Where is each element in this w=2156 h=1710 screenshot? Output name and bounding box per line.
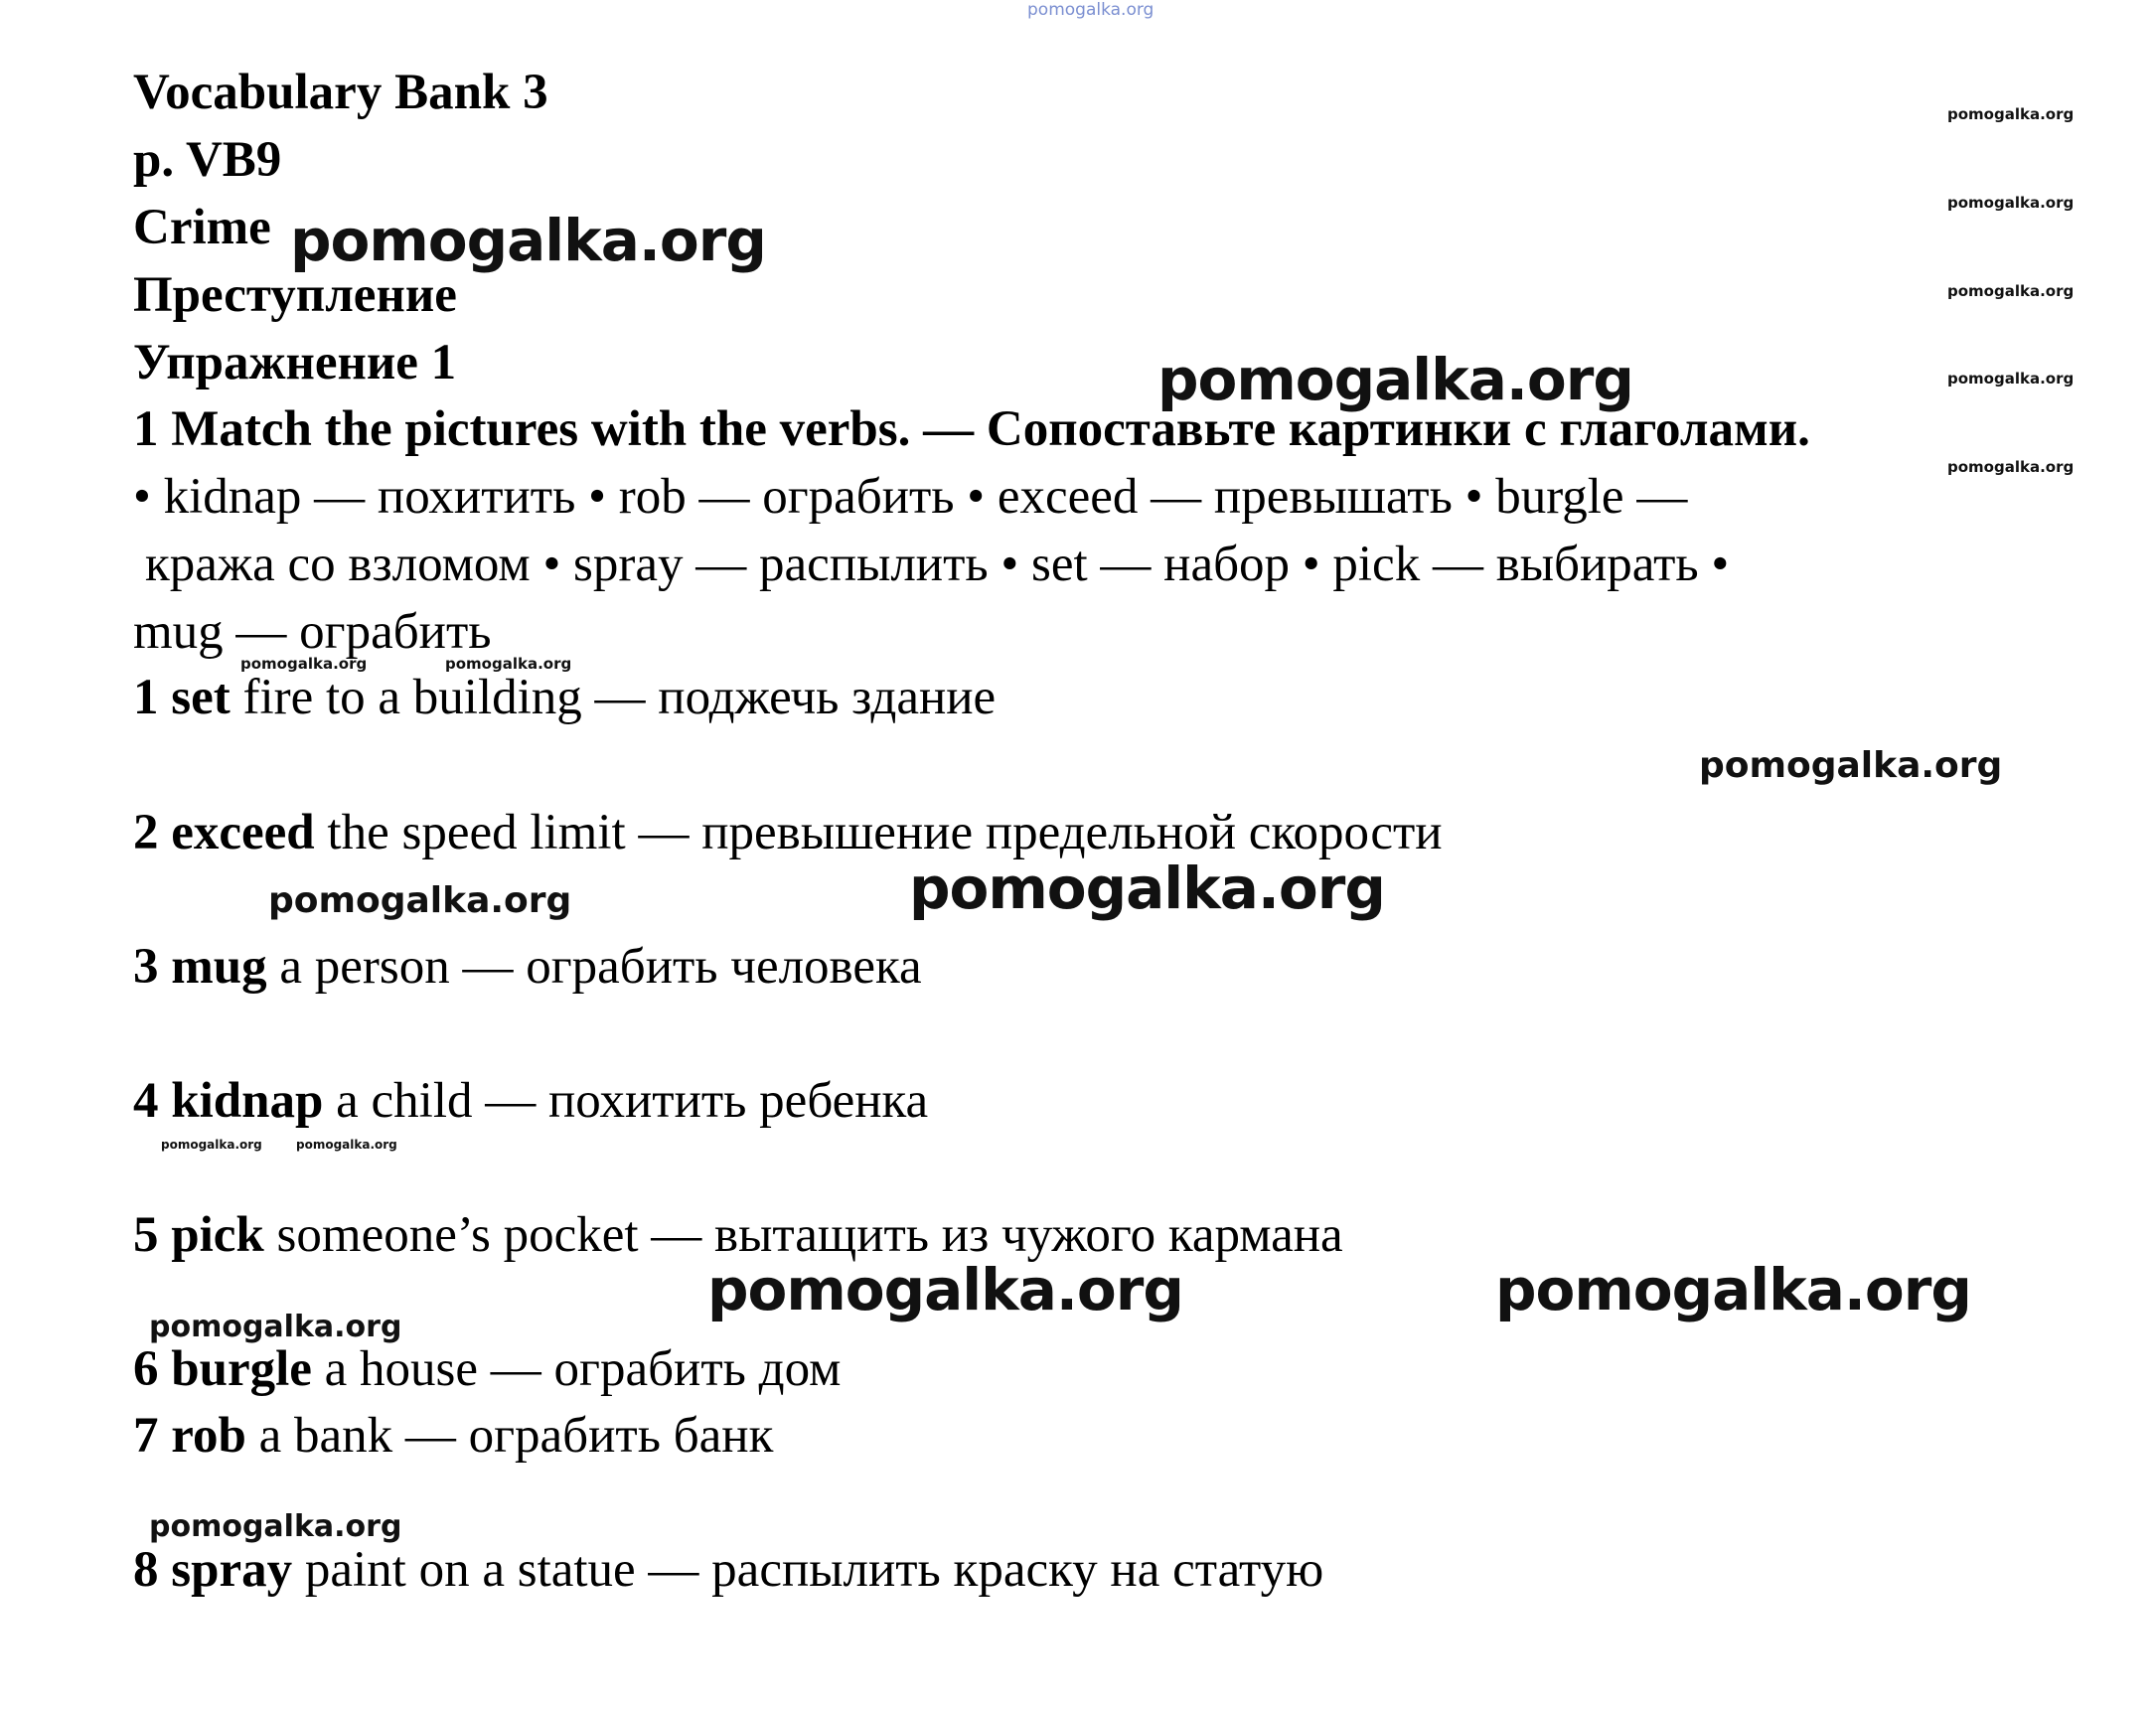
answer-verb: set [171, 670, 231, 725]
answer-phrase: a house — ограбить дом [324, 1341, 842, 1397]
answer-item [133, 1339, 841, 1399]
answer-number: 4 [133, 1073, 159, 1129]
answer-number: 7 [133, 1408, 159, 1464]
watermark: pomogalka.org [1699, 745, 2003, 786]
watermark: pomogalka.org [1947, 282, 2075, 300]
answer-verb: mug [171, 939, 267, 995]
watermark: pomogalka.org [296, 1138, 397, 1152]
word-list-line-3: mug — ограбить [133, 604, 492, 660]
answer-number: 2 [133, 805, 159, 860]
answer-item [133, 1071, 928, 1131]
answer-verb: spray [171, 1542, 293, 1598]
watermark: pomogalka.org [161, 1138, 262, 1152]
answer-phrase: the speed limit — превышение предельной скорости [327, 805, 1443, 860]
watermark: pomogalka.org [445, 655, 572, 673]
exercise-heading: Упражнение 1 [133, 335, 457, 390]
answer-phrase: a bank — ограбить банк [258, 1408, 774, 1464]
word-list-line-2: кража со взломом • spray — распылить • set — набор • pick — выбирать • [145, 537, 1730, 592]
topic-russian: Преступление [133, 267, 457, 323]
watermark: pomogalka.org [1947, 105, 2075, 123]
answer-verb: pick [171, 1207, 264, 1263]
answer-number: 6 [133, 1341, 159, 1397]
watermark: pomogalka.org [1947, 194, 2075, 212]
answer-number: 1 [133, 670, 159, 725]
answer-item [133, 1540, 1323, 1600]
watermark: pomogalka.org [290, 207, 766, 274]
answer-verb: rob [171, 1408, 246, 1464]
watermark: pomogalka.org [707, 1256, 1183, 1323]
watermark: pomogalka.org [240, 655, 368, 673]
answer-item [133, 803, 1443, 862]
watermark: pomogalka.org [1947, 458, 2075, 476]
answer-phrase: a child — похитить ребенка [336, 1073, 929, 1129]
watermark: pomogalka.org [268, 880, 572, 921]
watermark: pomogalka.org [909, 855, 1385, 922]
answer-phrase: fire to a building — поджечь здание [242, 670, 997, 725]
word-list-line-1: • kidnap — похитить • rob — ограбить • exceed — превышать • burgle — [133, 469, 1688, 525]
answer-phrase: paint on a statue — распылить краску на статую [304, 1542, 1324, 1598]
watermark: pomogalka.org [1027, 0, 1155, 20]
answer-item [133, 668, 996, 727]
vocabulary-bank-title: Vocabulary Bank 3 [133, 65, 548, 120]
answer-phrase: someone’s pocket — вытащить из чужого кармана [276, 1207, 1343, 1263]
topic-english: Crime [133, 200, 271, 255]
answer-number: 8 [133, 1542, 159, 1598]
answer-verb: exceed [171, 805, 315, 860]
answer-item [133, 937, 922, 997]
answer-phrase: a person — ограбить человека [279, 939, 922, 995]
page-reference: p. VB9 [133, 132, 282, 188]
watermark: pomogalka.org [1157, 346, 1633, 413]
exercise-instruction: 1 Match the pictures with the verbs. — Сопоставьте картинки с глаголами. [133, 401, 1810, 457]
watermark: pomogalka.org [1495, 1256, 1971, 1323]
answer-item [133, 1406, 773, 1466]
answer-number: 5 [133, 1207, 159, 1263]
answer-number: 3 [133, 939, 159, 995]
watermark: pomogalka.org [149, 1310, 402, 1344]
answer-verb: kidnap [171, 1073, 324, 1129]
watermark: pomogalka.org [149, 1509, 402, 1544]
watermark: pomogalka.org [1947, 370, 2075, 388]
answer-verb: burgle [171, 1341, 312, 1397]
